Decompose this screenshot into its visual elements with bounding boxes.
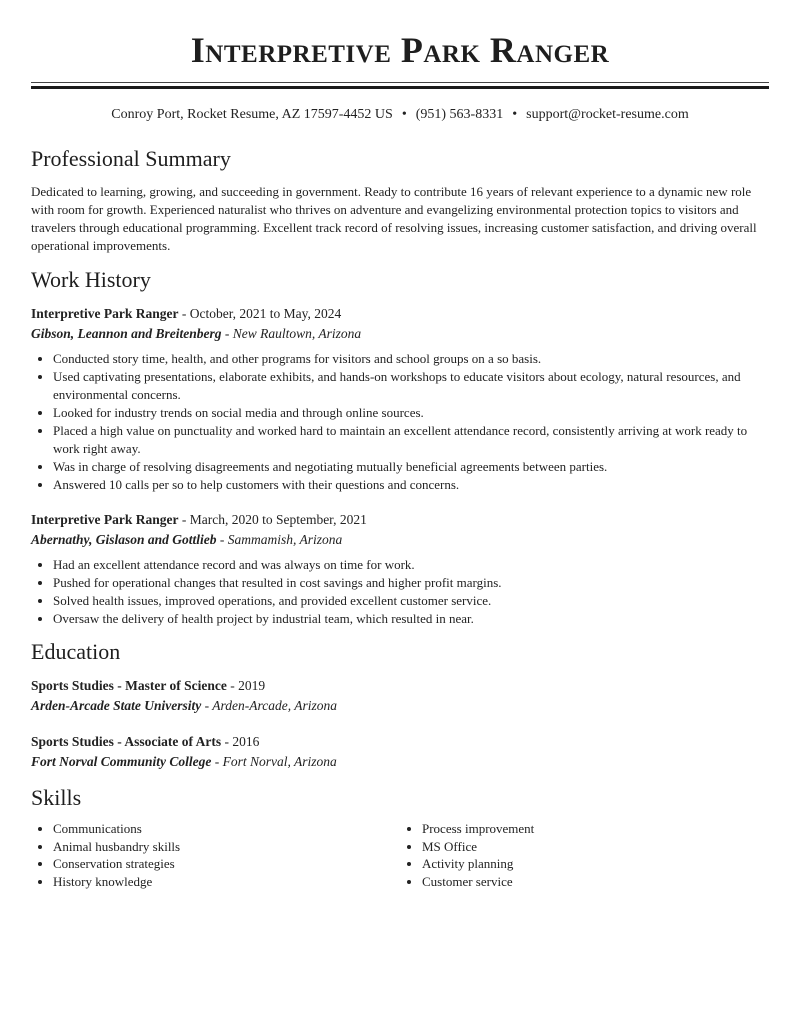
- contact-line: [31, 106, 769, 124]
- header-divider-thin: [31, 82, 769, 83]
- contact-phone: (951) 563-8331: [415, 107, 504, 122]
- degree: Sports Studies - Associate of Arts: [31, 734, 222, 749]
- skill-item: • Communications: [53, 820, 400, 838]
- list-item: • Looked for industry trends on social media and through online sources.: [53, 404, 769, 422]
- skill-item: • Customer service: [422, 873, 769, 891]
- job-title: Interpretive Park Ranger: [31, 512, 179, 527]
- job-location: - New Raultown, Arizona: [221, 326, 362, 341]
- bullet-separator: •: [401, 107, 407, 122]
- job-title-line: [31, 510, 769, 530]
- section-heading-skills: Skills: [31, 785, 82, 810]
- contact-email: support@rocket-resume.com: [526, 107, 689, 122]
- skill-item: • Conservation strategies: [53, 855, 400, 873]
- header-divider-thick: [31, 86, 769, 89]
- degree-line: [31, 732, 769, 752]
- school-line: [31, 752, 769, 772]
- job-title: Interpretive Park Ranger: [31, 306, 179, 321]
- job-bullets: [31, 350, 769, 494]
- skill-item: • Activity planning: [422, 855, 769, 873]
- school-location: - Fort Norval, Arizona: [211, 754, 337, 769]
- section-heading-work-history: Work History: [31, 267, 151, 292]
- skills-column-left: [31, 820, 400, 890]
- skill-item: • Process improvement: [422, 820, 769, 838]
- list-item: • Had an excellent attendance record and was always on time for work.: [53, 556, 769, 574]
- list-item: • Used captivating presentations, elaborate exhibits, and hands-on workshops to educate visitors about ecology, natural resources, and environmental concerns.: [53, 368, 769, 404]
- job-entry: [31, 304, 769, 494]
- job-dates: - March, 2020 to September, 2021: [178, 512, 367, 527]
- job-company-line: [31, 530, 769, 550]
- job-company: Gibson, Leannon and Breitenberg: [31, 326, 222, 341]
- contact-address: Conroy Port, Rocket Resume, AZ 17597-4452 US: [111, 107, 393, 122]
- job-company: Abernathy, Gislason and Gottlieb: [31, 532, 217, 547]
- section-heading-summary: Professional Summary: [31, 146, 231, 171]
- school-line: [31, 696, 769, 716]
- section-heading-education: Education: [31, 639, 121, 664]
- resume-name: Interpretive Park Ranger: [190, 30, 610, 70]
- list-item: • Was in charge of resolving disagreements and negotiating mutually beneficial agreements between parties.: [53, 458, 769, 476]
- school-name: Fort Norval Community College: [31, 754, 212, 769]
- graduation-year: - 2019: [226, 678, 266, 693]
- skill-item: • Animal husbandry skills: [53, 838, 400, 856]
- list-item: • Oversaw the delivery of health project by industrial team, which resulted in near.: [53, 610, 769, 628]
- degree: Sports Studies - Master of Science: [31, 678, 227, 693]
- school-name: Arden-Arcade State University: [31, 698, 202, 713]
- degree-line: [31, 676, 769, 696]
- job-bullets: [31, 556, 769, 628]
- list-item: • Conducted story time, health, and other programs for visitors and school groups on a so basis.: [53, 350, 769, 368]
- skill-item: • History knowledge: [53, 873, 400, 891]
- list-item: • Pushed for operational changes that resulted in cost savings and higher profit margins.: [53, 574, 769, 592]
- graduation-year: - 2016: [221, 734, 260, 749]
- job-location: - Sammamish, Arizona: [216, 532, 343, 547]
- job-entry: [31, 510, 769, 628]
- job-title-line: [31, 304, 769, 324]
- education-entry: [31, 732, 769, 772]
- list-item: • Answered 10 calls per so to help customers with their questions and concerns.: [53, 476, 769, 494]
- summary-text: Dedicated to learning, growing, and succeeding in government. Ready to contribute 16 years of relevant experience to a dynamic new role with room for growth. Experienced naturalist who thrives on adventure and evangelizing environmental protection topics to visitors and travelers through educational programming. Excellent track record of resolving issues, increasing customer satisfaction, and driving overall operational improvements.: [31, 184, 757, 253]
- education-entry: [31, 676, 769, 716]
- job-company-line: [31, 324, 769, 344]
- skill-item: • MS Office: [422, 838, 769, 856]
- bullet-separator: •: [512, 107, 518, 122]
- list-item: • Placed a high value on punctuality and worked hard to maintain an excellent attendance record, consistently arriving at work ready to work right away.: [53, 422, 769, 458]
- school-location: - Arden-Arcade, Arizona: [201, 698, 337, 713]
- skills-column-right: [400, 820, 769, 890]
- skills-list: [31, 820, 769, 890]
- job-dates: - October, 2021 to May, 2024: [178, 306, 342, 321]
- list-item: • Solved health issues, improved operations, and provided excellent customer service.: [53, 592, 769, 610]
